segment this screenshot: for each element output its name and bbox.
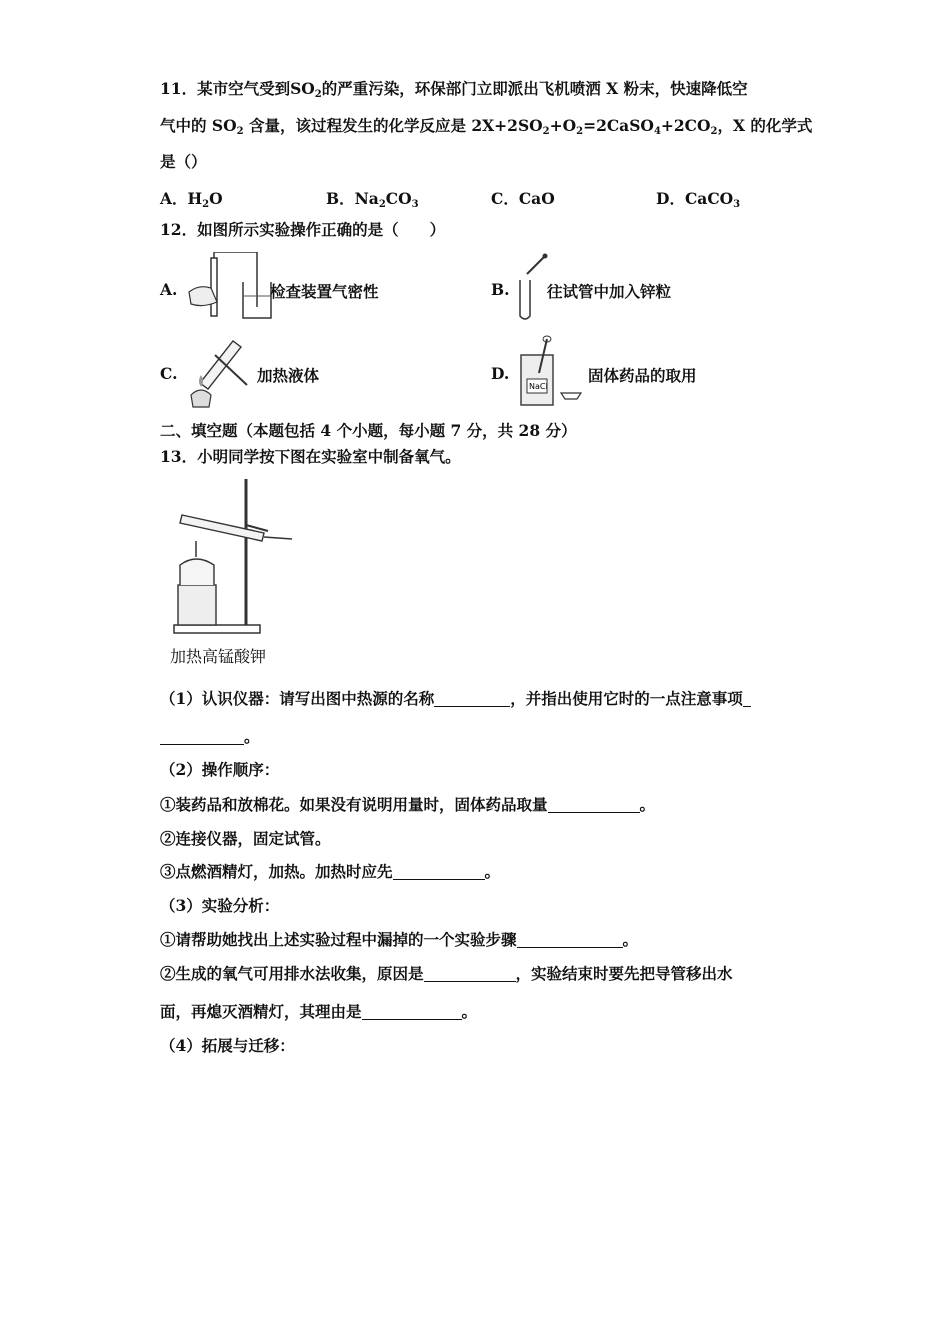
q11-option-c: C．CaO: [491, 189, 555, 208]
q13-part3-step3: 面，再熄灭酒精灯，其理由是 。: [160, 1002, 478, 1021]
q12-c-letter: C.: [160, 364, 178, 383]
q12-d-text: 固体药品的取用: [588, 366, 697, 385]
q13-part4-heading: （4）拓展与迁移：: [160, 1036, 295, 1055]
q12-a-text: 检查装置气密性: [270, 282, 379, 301]
q11-option-a: A．$H_2O$: [160, 189, 223, 210]
q13-part3-step1: ①请帮助她找出上述实验过程中漏掉的一个实验步骤 。: [160, 930, 639, 949]
answer-blank[interactable]: [517, 931, 623, 948]
q12-b-letter: B.: [491, 280, 510, 299]
q13-part1-line2: 。: [160, 727, 260, 747]
q12-stem: 12．如图所示实验操作正确的是（ ）: [160, 220, 446, 239]
answer-blank[interactable]: [434, 690, 510, 707]
q11-option-d: D．CaCO$_3$: [656, 189, 741, 210]
q12-b-text: 往试管中加入锌粒: [547, 282, 672, 301]
q13-part2-heading: （2）操作顺序：: [160, 760, 280, 779]
q11-line-3: 是（）: [160, 152, 207, 171]
q13-part2-step2: ②连接仪器，固定试管。: [160, 829, 331, 848]
answer-blank[interactable]: [424, 965, 516, 982]
answer-blank[interactable]: [743, 690, 751, 707]
answer-blank[interactable]: [548, 796, 640, 813]
solid-reagent-figure: [517, 333, 587, 408]
figure-caption: 加热高锰酸钾: [170, 647, 267, 666]
answer-blank[interactable]: [393, 863, 485, 880]
q13-part3-heading: （3）实验分析：: [160, 896, 280, 915]
q11-option-b: B．$Na_2CO_3$: [326, 189, 419, 210]
q12-c-text: 加热液体: [257, 366, 320, 385]
answer-blank[interactable]: [362, 1003, 462, 1020]
q13-part2-step3: ③点燃酒精灯，加热。加热时应先 。: [160, 862, 501, 881]
q12-a-letter: A.: [160, 280, 178, 299]
q11-line-2: 气中的 $SO_2$ 含量，该过程发生的化学反应是 $2X+2SO_2+O_2=2CaSO_4+2CO_2$，X 的化学式: [160, 116, 813, 137]
airtight-check-figure: [185, 252, 275, 322]
q13-part3-step2: ②生成的氧气可用排水法收集，原因是 ，实验结束时要先把导管移出水: [160, 964, 733, 983]
zinc-test-tube-figure: [515, 252, 550, 322]
q13-part1-line1: （1）认识仪器：请写出图中热源的名称 ，并指出使用它时的一点注意事项: [160, 689, 751, 709]
heat-liquid-figure: [185, 335, 260, 410]
section-2-heading: 二、填空题（本题包括 4 个小题，每小题 7 分，共 28 分）: [160, 421, 577, 440]
q13-part2-step1: ①装药品和放棉花。如果没有说明用量时，固体药品取量 。: [160, 795, 656, 814]
oxygen-apparatus-figure: [168, 475, 298, 635]
q11-line-1: 11．某市空气受到$SO_2$的严重污染，环保部门立即派出飞机喷洒 X 粉末，快速降低空: [160, 79, 748, 100]
q13-stem: 13．小明同学按下图在实验室中制备氧气。: [160, 447, 461, 466]
q12-d-letter: D.: [491, 364, 510, 383]
answer-blank[interactable]: [160, 728, 244, 745]
nacl-label: NaCl: [529, 382, 548, 391]
